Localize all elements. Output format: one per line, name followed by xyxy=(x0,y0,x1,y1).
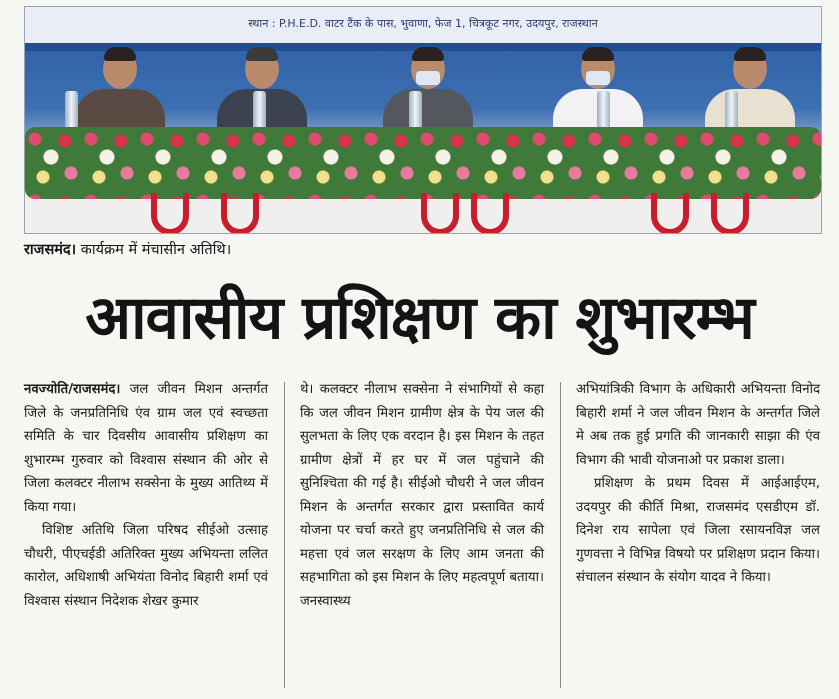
article-column-2 xyxy=(300,378,544,613)
article-body xyxy=(24,378,824,696)
garland xyxy=(145,193,185,233)
caption-place: राजसमंद। xyxy=(24,242,77,258)
paragraph: अभियांत्रिकी विभाग के अधिकारी अभियन्ता विनोद बिहारी शर्मा ने जल जीवन मिशन के अन्तर्गत जिले मे अब तक हुई प्रगति की जानकारी साझा की एंव विभाग की भावी योजनाओ पर प्रकाश डाला। xyxy=(576,382,820,468)
event-photo xyxy=(24,6,822,234)
article-column-1 xyxy=(24,378,268,613)
garland xyxy=(465,193,505,233)
article-column-3 xyxy=(576,378,820,590)
paragraph xyxy=(24,378,268,519)
paragraph: विशिष्ट अतिथि जिला परिषद सीईओ उत्साह चौधरी, पीएचईडी अतिरिक्त मुख्य अभियन्ता ललित कारोल, अधिशाषी अभियंता विनोद बिहारी शर्मा एवं विश्वास संस्थान निदेशक शेखर कुमार xyxy=(24,523,268,609)
garland xyxy=(645,193,685,233)
paragraph-text: जल जीवन मिशन अन्तर्गत जिले के जनप्रतिनिधि एंव ग्राम जल एवं स्वच्छता समिति के चार दिवसीय आवासीय प्रशिक्षण का शुभारम्भ गुरुवार को विश्वास संस्थान की ओर से जिला कलक्टर नीलाभ सक्सेना के मुख्य आतिथ्य में किया गया। xyxy=(24,382,268,515)
paragraph: थे। कलक्टर नीलाभ सक्सेना ने संभागियों से कहा कि जल जीवन मिशन ग्रामीण क्षेत्र के पेय जल की सुलभता के लिए एक वरदान है। इस मिशन के तहत ग्रामीण क्षेत्रों में हर घर में जल पहुंचाने की सुनिश्चिता की गई है। सीईओ चौधरी ने जल जीवन मिशन के अन्तर्गत सरकार द्वारा प्रस्तावित कार्य योजना पर चर्चा करते हुए जनप्रतिनिधि से जल की महत्ता एवं जल सरक्षण के लिए आम जनता की सहभागिता को इस मिशन के लिए महत्वपूर्ण बताया। जनस्वास्थ्य xyxy=(300,382,544,609)
flower-arrangement xyxy=(25,127,821,199)
garland xyxy=(415,193,455,233)
garland xyxy=(705,193,745,233)
headline: आवासीय प्रशिक्षण का शुभारम्भ xyxy=(85,283,754,353)
column-divider xyxy=(284,382,285,688)
byline: नवज्योति/राजसमंद। xyxy=(24,382,121,397)
caption-text: कार्यक्रम में मंचासीन अतिथि। xyxy=(80,242,232,258)
photo-caption xyxy=(24,240,820,260)
garland xyxy=(215,193,255,233)
stage-banner: स्थान : P.H.E.D. वाटर टैंक के पास, भुवाणा, फेज 1, चित्रकूट नगर, उदयपुर, राजस्थान xyxy=(25,7,821,43)
paragraph: प्रशिक्षण के प्रथम दिवस में आईआईएम, उदयपुर की कीर्ति मिश्रा, राजसमंद एसडीएम डॉ. दिनेश राय सापेला एवं जिला रसायनविज्ञ जल गुणवत्ता ने विभिन्न विषयो पर प्रशिक्षण प्रदान किया। संचालन संस्थान के संयोग यादव ने किया। xyxy=(576,476,820,585)
column-divider xyxy=(560,382,561,688)
